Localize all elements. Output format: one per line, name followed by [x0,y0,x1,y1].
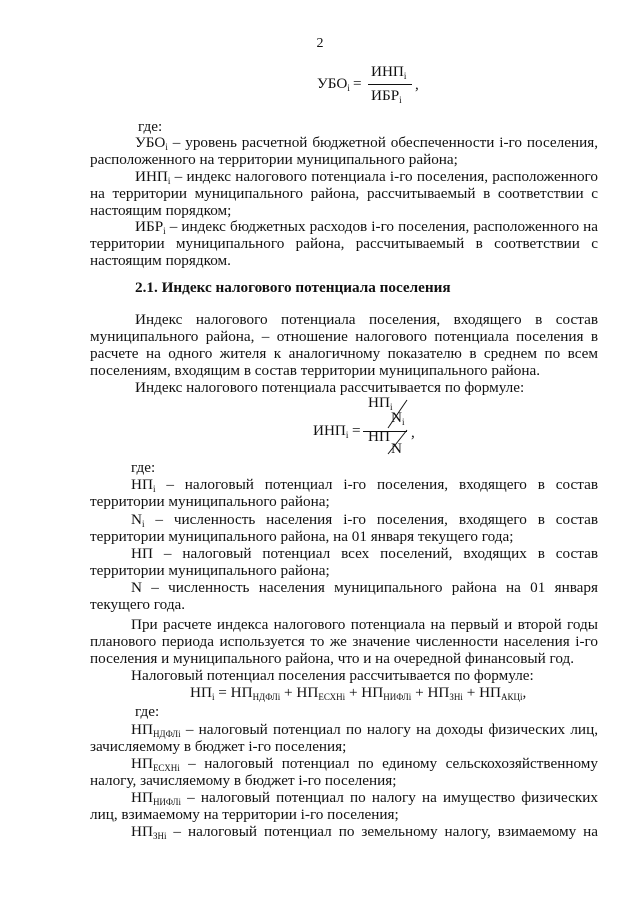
formula-inp-n-i: $N_i$ [391,409,405,427]
para1-line: муниципального района, – отношение налогового потенциала поселения в [90,328,598,345]
fraction-bar [368,84,412,85]
formula-inp-comma: , [411,424,415,441]
formula-ubo-eq: = [353,75,362,92]
formula-inp-np: НП [368,428,390,445]
def-np-ndfl-cont: зачисляемому в бюджет i-го поселения; [90,738,347,755]
para1-line: Индекс налогового потенциала поселения, входящего в состав [135,311,598,328]
def-ubo-cont: расположенного на территории муниципального района; [90,151,458,168]
para1-line: расчете на одного жителя к аналогичному показателю в среднем по всем [90,345,598,362]
formula-inp-np-i: $НП_i$ [368,394,393,412]
section-heading: 2.1. Индекс налогового потенциала поселения [135,279,451,296]
def-np-eskhn-cont: налогу, зачисляемому в бюджет i-го поселения; [90,772,397,789]
def-n-cont: текущего года. [90,596,186,613]
def-np-nifl: $НП_{НИФЛi}$ – налоговый потенциал по налогу на имущество физических [131,789,598,807]
def-np-i-cont: территории муниципального района; [90,493,330,510]
para2-line: поселения и муниципального района, что и на очередной финансовый год. [90,650,575,667]
def-ubo: $УБО_i$ – уровень расчетной бюджетной обеспеченности i-го поселения, [135,134,598,152]
def-ibr-cont-1: территории муниципального района, рассчитываемый в соответствии с [90,235,598,252]
def-inp: $ИНП_i$ – индекс налогового потенциала i-го поселения, расположенного [135,168,598,186]
para1-line: Индекс налогового потенциала рассчитывается по формуле: [135,379,525,396]
formula-np-sum: $НП_i = НП_{НДФЛi} + НП_{ЕСХНi} + НП_{НИФЛi} + НП_{ЗНi} + НП_{АКЦi}$, [190,684,527,702]
formula-ubo-numerator: $ИНП_i$ [371,63,407,81]
formula-ubo-denominator: $ИБР_i$ [371,87,402,105]
def-np-cont: территории муниципального района; [90,562,330,579]
def-n: N – численность населения муниципального района на 01 января [131,579,598,596]
def-np-ndfl: $НП_{НДФЛi}$ – налоговый потенциал по налогу на доходы физических лиц, [131,721,598,739]
def-ibr-cont-2: настоящим порядком. [90,252,231,269]
where-label-1: где: [138,118,163,135]
def-n-i-cont: территории муниципального района, на 01 января текущего года; [90,528,514,545]
para2-line: Налоговый потенциал поселения рассчитывается по формуле: [131,667,534,684]
para2-line: При расчете индекса налогового потенциала на первый и второй годы [131,616,598,633]
formula-ubo-comma: , [415,76,419,93]
formula-inp-n: N [391,440,402,457]
formula-inp-eq: = [352,422,361,439]
def-n-i: $N_i$ – численность населения i-го поселения, входящего в состав [131,511,598,529]
para1-line: поселениям, входящим в состав территории муниципального района. [90,362,541,379]
para2-line: планового периода используется то же значение численности населения i-го [90,633,598,650]
formula-inp-lhs: $ИНП_i$ [313,422,349,440]
page-number: 2 [316,36,324,51]
def-np-nifl-cont: лиц, взимаемому на территории i-го поселения; [90,806,399,823]
def-np-i: $НП_i$ – налоговый потенциал i-го поселения, входящего в состав [131,476,598,494]
def-ibr: $ИБР_i$ – индекс бюджетных расходов i-го поселения, расположенного на [135,218,598,236]
where-label-2: где: [131,459,156,476]
def-inp-cont-1: на территории муниципального района, рассчитываемый в соответствии с [90,185,598,202]
def-np-zn: $НП_{ЗНi}$ – налоговый потенциал по земельному налогу, взимаемому на [131,823,598,841]
where-label-3: где: [135,703,160,720]
formula-ubo-lhs: $УБО_i$ [317,75,350,93]
def-np: НП – налоговый потенциал всех поселений, входящих в состав [131,545,598,562]
def-np-eskhn: $НП_{ЕСХНi}$ – налоговый потенциал по единому сельскохозяйственному [131,755,598,773]
def-inp-cont-2: настоящим порядком; [90,202,232,219]
